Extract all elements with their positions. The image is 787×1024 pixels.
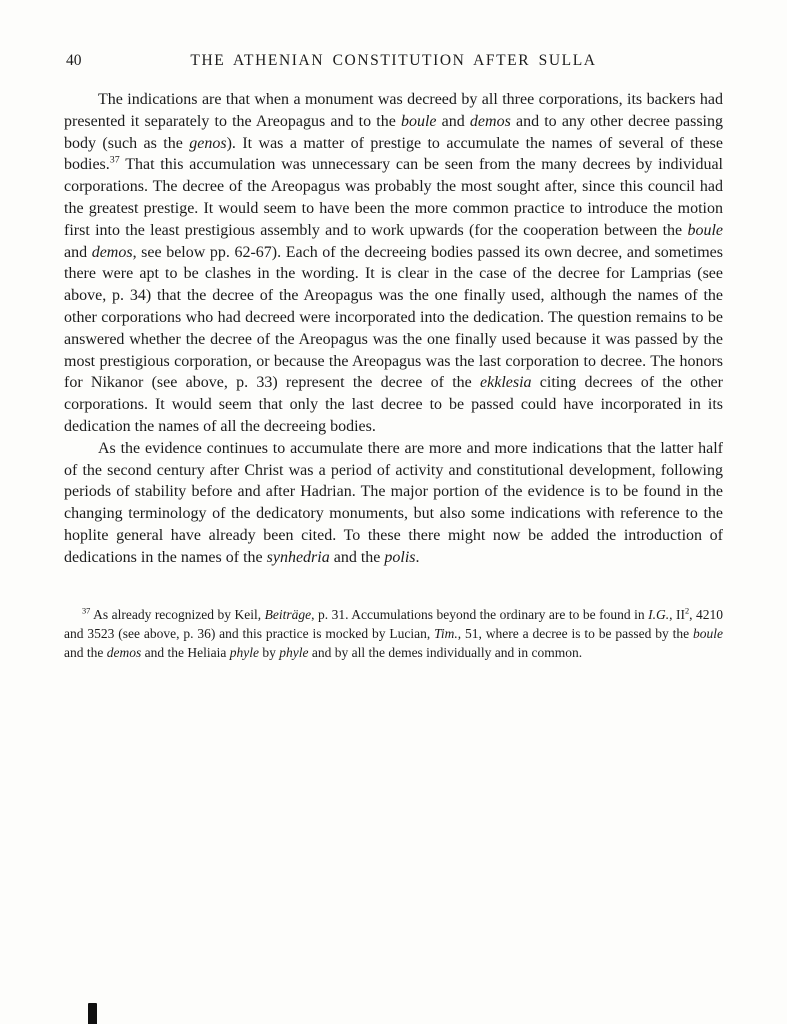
running-head-title: THE ATHENIAN CONSTITUTION AFTER SULLA (190, 52, 597, 69)
body-paragraph-2: As the evidence continues to accumulate there are more and more indications that the latter half of the second century after Christ was a period of activity and constitutional development, following periods of stability before and after Hadrian. The major portion of the evidence is to be found in the changing terminology of the dedicatory monuments, but also some indications with reference to the hoplite general have already been cited. To these there might now be added the introduction of dedications in the names of the synhedria and the polis. (64, 439, 723, 566)
scan-artifact-mark (88, 1003, 97, 1024)
body-paragraph-1: The indications are that when a monument was decreed by all three corporations, its backers had presented it separately to the Areopagus and to the boule and demos and to any other decree passing body (such as the genos). It was a matter of prestige to accumulate the names of several of these bodies.$^{37}$ That this accumulation was unnecessary can be seen from the many decrees by individual corporations. The decree of the Areopagus was probably the most sought after, since this council had the greatest prestige. It would seem to have been the more common practice to introduce the motion first into the least prestigious assembly and to work upwards (for the cooperation between the boule and demos, see below pp. 62-67). Each of the decreeing bodies passed its own decree, and sometimes there were apt to be clashes in the wording. It is clear in the case of the decree for Lamprias (see above, p. 34) that the decree of the Areopagus was the one finally used, although the names of the other corporations who had decreed were incorporated into the dedication. The question remains to be answered whether the decree of the Areopagus was the one finally used because it was passed by the most prestigious corporation, or because the Areopagus was the last corporation to decree. The honors for Nikanor (see above, p. 33) represent the decree of the ekklesia citing decrees of the other corporations. It would seem that only the last decree to be passed could have incorporated in its dedication the names of all the decreeing bodies. (64, 91, 724, 435)
text-column (64, 50, 723, 662)
footnote-37: $^{37}$ As already recognized by Keil, Beiträge, p. 31. Accumulations beyond the ordinary are to be found in I.G., $II^2$, 4210 and 3523 (see above, p. 36) and this practice is mocked by Lucian, Tim., 51, where a decree is to be passed by the boule and the demos and the Heliaia phyle by phyle and by all the demes individually and in common. (64, 606, 724, 660)
page-number: 40 (66, 52, 82, 69)
running-head (64, 50, 723, 72)
